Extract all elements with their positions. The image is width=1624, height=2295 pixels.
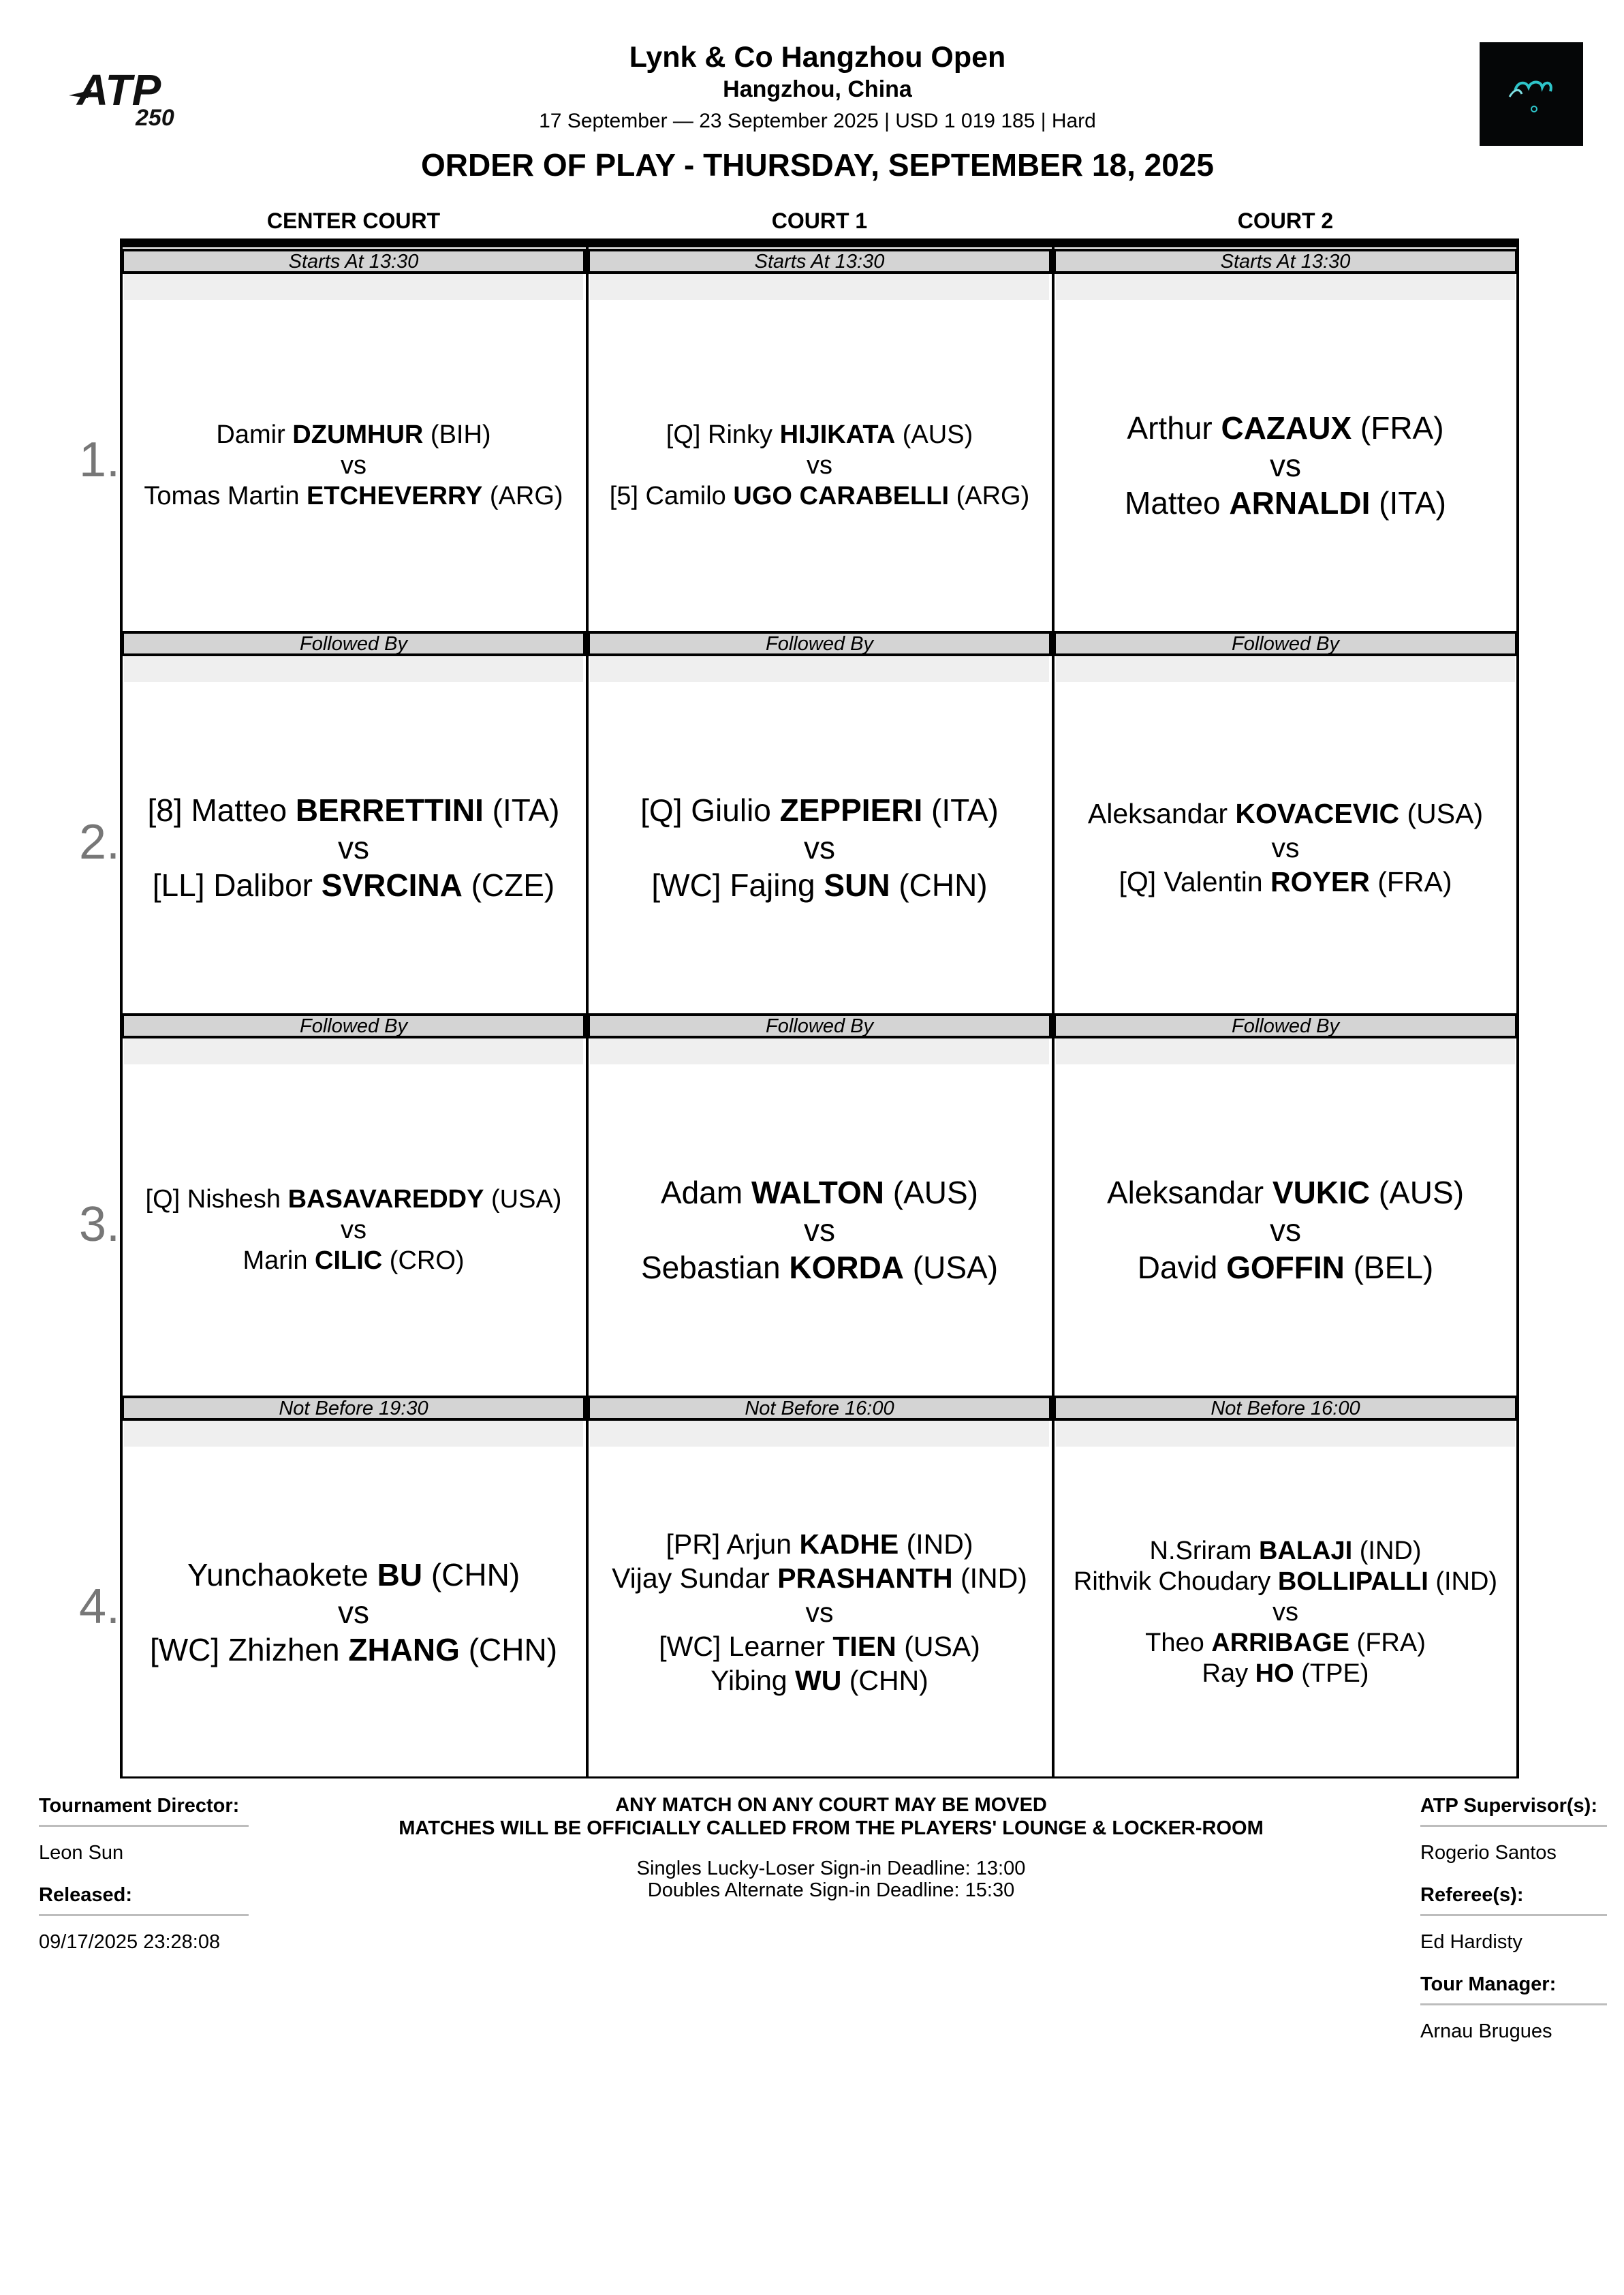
footer-rule: [1420, 1825, 1607, 1827]
match-text: (TPE): [1294, 1659, 1369, 1688]
match-text: N.Sriram: [1149, 1536, 1259, 1565]
match-players: [124, 1447, 583, 1778]
supervisor-label: ATP Supervisor(s):: [1420, 1795, 1597, 1817]
tournament-header: [341, 40, 1294, 135]
tournament-dates: 17 September — 23 September 2025 | USD 1 019 185 | Hard: [539, 110, 1096, 132]
tournament-logo: [1480, 42, 1583, 146]
match-line: [666, 1527, 973, 1561]
match-text: (CHN): [459, 1631, 558, 1667]
match-line: [641, 1249, 998, 1287]
atp-logo-level: 250: [136, 105, 174, 128]
match-time-label: Not Before 16:00: [1053, 1396, 1518, 1421]
match-text: Adam: [660, 1174, 751, 1210]
footer-rule: [39, 1914, 249, 1916]
match-time-label: Followed By: [121, 1013, 586, 1038]
match-players: [1056, 1447, 1515, 1778]
match-time-label: Not Before 16:00: [587, 1396, 1052, 1421]
match-cell: [1053, 1396, 1518, 1778]
match-cell: [587, 1396, 1052, 1778]
court-header-court-1: COURT 1: [771, 209, 868, 233]
footer-notices: [341, 1793, 1322, 1901]
match-line: [1119, 865, 1452, 899]
match-line: [1125, 484, 1446, 522]
match-line: [243, 1246, 464, 1276]
schedule-top-rule: [121, 238, 1519, 247]
player-surname: KOVACEVIC: [1235, 798, 1400, 829]
match-text: (CRO): [382, 1246, 465, 1275]
spacer-band: [124, 1421, 583, 1447]
match-text: (IND): [952, 1562, 1027, 1594]
match-text: (USA): [896, 1631, 980, 1662]
match-line: [144, 481, 563, 512]
player-surname: DZUMHUR: [292, 420, 424, 449]
referee-label: Referee(s):: [1420, 1884, 1524, 1906]
match-cell: [1053, 631, 1518, 1013]
player-surname: ETCHEVERRY: [307, 481, 483, 510]
match-text: (USA): [484, 1184, 562, 1214]
match-text: vs: [338, 829, 369, 865]
spacer-band: [124, 274, 583, 300]
spacer-band: [1056, 1421, 1515, 1447]
grid-border-left: [120, 238, 123, 1778]
player-surname: VUKIC: [1272, 1174, 1371, 1210]
match-text: (FRA): [1352, 410, 1444, 446]
match-line: [1074, 1567, 1497, 1597]
tournament-title: Lynk & Co Hangzhou Open: [629, 41, 1006, 74]
match-time-label: Followed By: [1053, 631, 1518, 656]
player-surname: TIEN: [832, 1631, 896, 1662]
match-players: [1056, 300, 1515, 631]
match-text: (USA): [904, 1249, 999, 1285]
match-text: (BEL): [1344, 1249, 1434, 1285]
match-players: [590, 300, 1049, 631]
notice-moved: ANY MATCH ON ANY COURT MAY BE MOVED: [615, 1794, 1047, 1816]
match-line: [807, 450, 832, 481]
match-text: David: [1137, 1249, 1227, 1285]
match-text: Theo: [1145, 1628, 1212, 1657]
match-cell: [121, 1013, 586, 1396]
match-text: (IND): [1428, 1567, 1498, 1596]
match-text: (CHN): [890, 867, 988, 903]
match-players: [124, 682, 583, 1013]
match-players: [590, 1447, 1049, 1778]
match-cell: [121, 1396, 586, 1778]
match-text: Aleksandar: [1106, 1174, 1272, 1210]
match-text: (AUS): [884, 1174, 978, 1210]
spacer-band: [590, 1421, 1049, 1447]
match-line: [338, 1594, 369, 1631]
match-players: [590, 682, 1049, 1013]
footer-rule: [39, 1825, 249, 1827]
spacer-band: [590, 1038, 1049, 1064]
spacer-band: [590, 656, 1049, 682]
match-text: [PR] Arjun: [666, 1528, 800, 1560]
match-text: [Q] Nishesh: [145, 1184, 288, 1214]
match-text: (IND): [899, 1528, 973, 1560]
match-text: Damir: [216, 420, 293, 449]
match-text: Matteo: [1125, 484, 1230, 521]
match-text: (AUS): [895, 420, 973, 449]
tournament-location: Hangzhou, China: [723, 76, 912, 102]
order-of-play-title: ORDER OF PLAY - THURSDAY, SEPTEMBER 18, 2025: [421, 147, 1214, 183]
player-surname: WALTON: [751, 1174, 884, 1210]
match-time-label: Not Before 19:30: [121, 1396, 586, 1421]
match-text: Yunchaokete: [187, 1556, 377, 1592]
match-line: [1272, 1597, 1298, 1628]
row-number: 2.: [79, 815, 121, 869]
director-name: Leon Sun: [39, 1842, 124, 1864]
match-cell: [587, 631, 1052, 1013]
match-line: [1127, 410, 1443, 447]
match-line: [1088, 797, 1483, 831]
match-time-label: Starts At 13:30: [121, 249, 586, 274]
match-text: (AUS): [1370, 1174, 1465, 1210]
player-surname: HIJIKATA: [779, 420, 896, 449]
match-text: Tomas Martin: [144, 481, 307, 510]
match-text: vs: [341, 450, 366, 480]
spacer-band: [1056, 1038, 1515, 1064]
match-line: [1145, 1628, 1426, 1659]
match-text: (FRA): [1369, 866, 1452, 897]
match-cell: [587, 249, 1052, 631]
match-line: [806, 1595, 834, 1629]
match-text: vs: [804, 1212, 835, 1248]
match-text: vs: [1272, 1597, 1298, 1627]
match-text: [LL] Dalibor: [152, 867, 322, 903]
match-line: [1150, 1536, 1422, 1567]
spacer-band: [1056, 656, 1515, 682]
atp-logo-text: ATP: [77, 65, 161, 114]
match-line: [341, 1215, 366, 1246]
player-surname: BERRETTINI: [295, 792, 484, 828]
match-text: [Q] Valentin: [1119, 866, 1271, 897]
match-players: [124, 300, 583, 631]
row-number: 3.: [79, 1197, 121, 1252]
referee-name: Ed Hardisty: [1420, 1931, 1522, 1953]
match-line: [146, 1184, 562, 1215]
match-text: (CHN): [422, 1556, 520, 1592]
player-surname: KORDA: [789, 1249, 905, 1285]
match-line: [1202, 1659, 1369, 1689]
match-line: [640, 792, 999, 829]
player-surname: PRASHANTH: [777, 1562, 953, 1594]
atp-250-logo: [65, 60, 194, 128]
footer-rule: [1420, 1914, 1607, 1916]
match-time-label: Followed By: [121, 631, 586, 656]
match-time-label: Followed By: [1053, 1013, 1518, 1038]
spacer-band: [590, 274, 1049, 300]
supervisor-name: Rogerio Santos: [1420, 1842, 1557, 1864]
row-number: 1.: [79, 433, 121, 487]
match-text: (IND): [1352, 1536, 1422, 1565]
match-text: vs: [805, 1597, 834, 1628]
player-surname: ARNALDI: [1229, 484, 1371, 521]
match-line: [610, 481, 1030, 512]
match-line: [1272, 831, 1300, 865]
match-time-label: Followed By: [587, 631, 1052, 656]
spacer-band: [124, 1038, 583, 1064]
footer-rule: [1420, 2003, 1607, 2005]
match-text: (FRA): [1349, 1628, 1426, 1657]
match-text: [WC] Learner: [659, 1631, 833, 1662]
player-surname: SUN: [824, 867, 890, 903]
match-cell: [121, 631, 586, 1013]
match-text: Aleksandar: [1087, 798, 1236, 829]
match-line: [187, 1556, 520, 1594]
player-surname: ROYER: [1270, 866, 1370, 897]
match-line: [661, 1174, 978, 1212]
court-header-court-2: COURT 2: [1237, 209, 1334, 233]
match-line: [148, 792, 560, 829]
released-timestamp: 09/17/2025 23:28:08: [39, 1931, 221, 1953]
match-text: (ARG): [482, 481, 563, 510]
match-text: Rithvik Choudary: [1073, 1567, 1278, 1596]
match-text: Sebastian: [640, 1249, 790, 1285]
player-surname: ARRIBAGE: [1211, 1628, 1349, 1657]
match-text: (CZE): [462, 867, 555, 903]
court-header-center: CENTER COURT: [266, 209, 441, 233]
match-line: [1138, 1249, 1434, 1287]
match-players: [590, 1064, 1049, 1396]
player-surname: ZHANG: [348, 1631, 460, 1667]
player-surname: SVRCINA: [321, 867, 463, 903]
footer-left: [39, 1793, 249, 1954]
match-text: [5] Camilo: [609, 481, 734, 510]
match-line: [1107, 1174, 1464, 1212]
match-text: Vijay Sundar: [612, 1562, 778, 1594]
tour-manager-label: Tour Manager:: [1420, 1973, 1557, 1995]
match-players: [124, 1064, 583, 1396]
match-text: [Q] Rinky: [666, 420, 780, 449]
match-line: [651, 867, 987, 904]
match-cell: [1053, 1013, 1518, 1396]
match-text: [WC] Zhizhen: [149, 1631, 349, 1667]
match-line: [804, 1212, 835, 1249]
footer-right: [1420, 1793, 1607, 2044]
match-line: [216, 420, 490, 450]
grid-divider: [586, 247, 589, 1778]
match-line: [1270, 447, 1301, 484]
match-line: [150, 1631, 557, 1669]
match-cell: [587, 1013, 1052, 1396]
match-cell: [1053, 249, 1518, 631]
match-line: [710, 1663, 928, 1697]
match-text: vs: [338, 1594, 369, 1630]
match-line: [341, 450, 366, 481]
match-text: Yibing: [710, 1665, 795, 1696]
tour-manager-name: Arnau Brugues: [1420, 2020, 1552, 2042]
match-text: (ARG): [949, 481, 1030, 510]
match-text: [Q] Giulio: [640, 792, 780, 828]
match-text: vs: [1270, 1212, 1301, 1248]
player-surname: CILIC: [315, 1246, 383, 1275]
player-surname: BASAVAREDDY: [287, 1184, 484, 1214]
match-cell: [121, 249, 586, 631]
match-text: Arthur: [1127, 410, 1221, 446]
notice-called: MATCHES WILL BE OFFICIALLY CALLED FROM THE PLAYERS' LOUNGE & LOCKER-ROOM: [399, 1817, 1264, 1839]
match-text: (CHN): [841, 1665, 928, 1696]
match-text: vs: [1271, 832, 1300, 863]
match-text: (USA): [1399, 798, 1484, 829]
match-line: [804, 829, 835, 867]
player-surname: WU: [795, 1665, 842, 1696]
match-text: [WC] Fajing: [651, 867, 824, 903]
spacer-band: [124, 656, 583, 682]
match-text: vs: [341, 1215, 366, 1244]
match-time-label: Starts At 13:30: [1053, 249, 1518, 274]
singles-deadline: Singles Lucky-Loser Sign-in Deadline: 13:00: [636, 1858, 1026, 1879]
match-text: [8] Matteo: [147, 792, 296, 828]
match-text: Ray: [1202, 1659, 1255, 1688]
match-text: (ITA): [922, 792, 999, 828]
director-label: Tournament Director:: [39, 1795, 240, 1817]
released-label: Released:: [39, 1884, 133, 1906]
match-text: (BIH): [423, 420, 491, 449]
grid-border-bottom: [120, 1776, 1519, 1778]
match-text: (ITA): [1370, 484, 1446, 521]
match-text: Marin: [243, 1246, 315, 1275]
doubles-deadline: Doubles Alternate Sign-in Deadline: 15:30: [647, 1879, 1015, 1901]
grid-divider: [1052, 247, 1055, 1778]
player-surname: BOLLIPALLI: [1277, 1567, 1428, 1596]
player-surname: BU: [377, 1556, 423, 1592]
match-line: [612, 1561, 1027, 1595]
player-surname: BALAJI: [1258, 1536, 1353, 1565]
match-time-label: Starts At 13:30: [587, 249, 1052, 274]
match-line: [338, 829, 369, 867]
player-surname: ZEPPIERI: [779, 792, 923, 828]
player-surname: KADHE: [799, 1528, 899, 1560]
match-line: [153, 867, 555, 904]
player-surname: HO: [1255, 1659, 1294, 1688]
match-text: (ITA): [483, 792, 560, 828]
player-surname: CAZAUX: [1221, 410, 1352, 446]
spacer-band: [1056, 274, 1515, 300]
grid-border-right: [1516, 238, 1519, 1778]
match-time-label: Followed By: [587, 1013, 1052, 1038]
match-players: [1056, 682, 1515, 1013]
match-text: vs: [804, 829, 835, 865]
match-players: [1056, 1064, 1515, 1396]
match-line: [1270, 1212, 1301, 1249]
match-line: [666, 420, 973, 450]
row-number: 4.: [79, 1580, 121, 1634]
match-text: vs: [1270, 447, 1301, 483]
match-text: vs: [807, 450, 832, 480]
player-surname: UGO CARABELLI: [733, 481, 950, 510]
player-surname: GOFFIN: [1226, 1249, 1345, 1285]
match-line: [659, 1629, 980, 1663]
